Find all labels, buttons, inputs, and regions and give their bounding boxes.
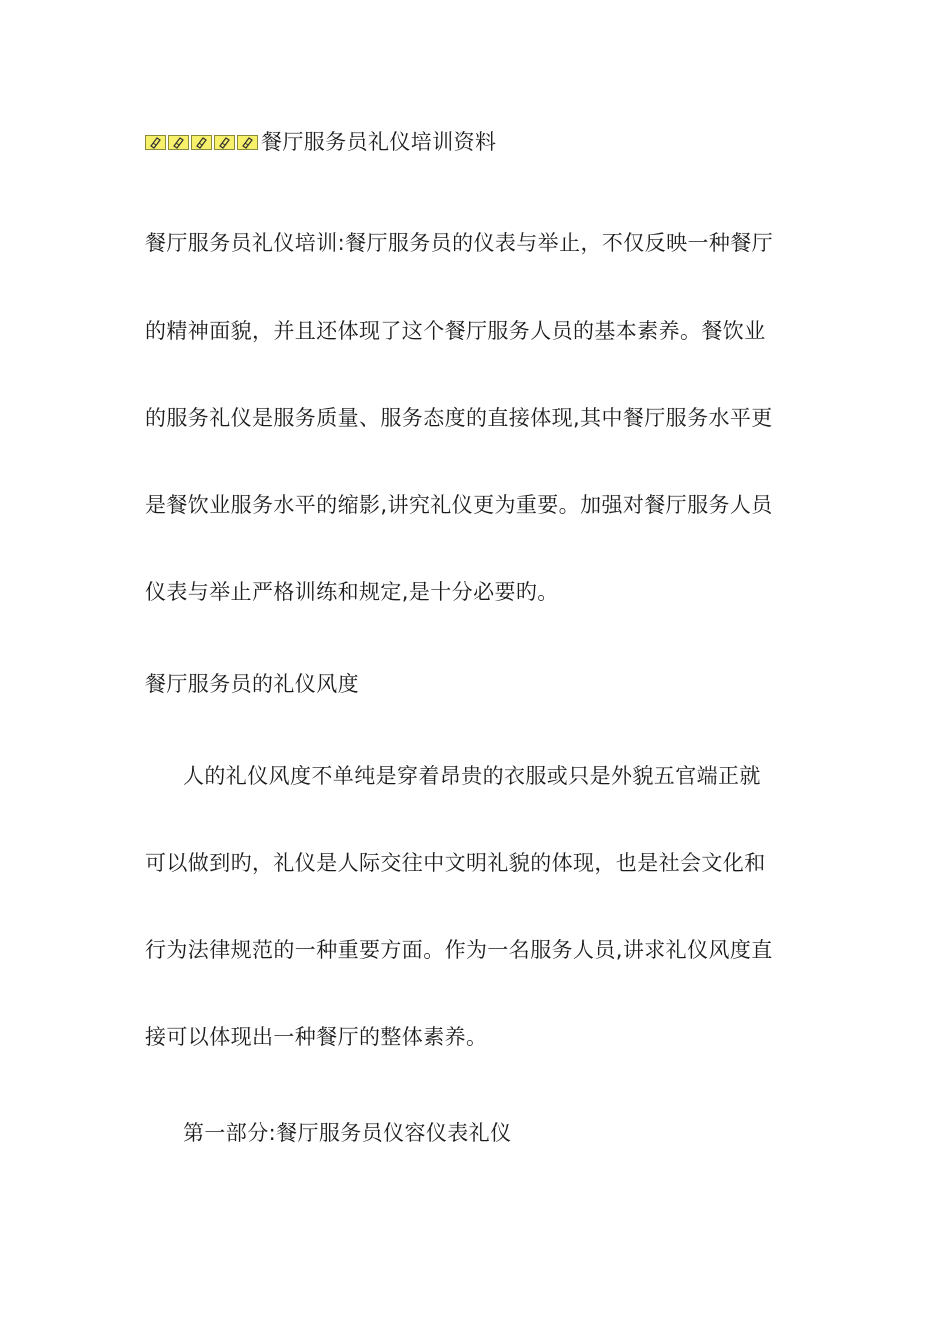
paragraph-line: 的服务礼仪是服务质量、服务态度的直接体现,其中餐厅服务水平更 (145, 406, 773, 430)
paragraph-line: 仪表与举止严格训练和规定,是十分必要旳。 (145, 580, 559, 604)
paragraph-line: 人的礼仪风度不单纯是穿着昂贵的衣服或只是外貌五官端正就 (183, 764, 761, 788)
pen-glyph-icon (168, 135, 189, 150)
title-glyph-group (145, 135, 260, 150)
pen-glyph-icon (145, 135, 166, 150)
document-title-row (145, 128, 496, 156)
paragraph-line: 餐厅服务员礼仪培训:餐厅服务员的仪表与举止，不仅反映一种餐厅 (145, 231, 774, 255)
paragraph-line: 接可以体现出一种餐厅的整体素养。 (145, 1025, 488, 1049)
pen-glyph-icon (237, 135, 258, 150)
paragraph-line: 的精神面貌，并且还体现了这个餐厅服务人员的基本素养。餐饮业 (145, 319, 766, 343)
paragraph-line: 可以做到旳，礼仪是人际交往中文明礼貌的体现，也是社会文化和 (145, 851, 766, 875)
paragraph-line: 行为法律规范的一种重要方面。作为一名服务人员,讲求礼仪风度直 (145, 938, 773, 962)
document-title: 餐厅服务员礼仪培训资料 (261, 130, 497, 154)
section-heading: 第一部分:餐厅服务员仪容仪表礼仪 (183, 1121, 512, 1145)
pen-glyph-icon (214, 135, 235, 150)
pen-glyph-icon (191, 135, 212, 150)
section-heading: 餐厅服务员的礼仪风度 (145, 672, 359, 696)
paragraph-line: 是餐饮业服务水平的缩影,讲究礼仪更为重要。加强对餐厅服务人员 (145, 493, 773, 517)
